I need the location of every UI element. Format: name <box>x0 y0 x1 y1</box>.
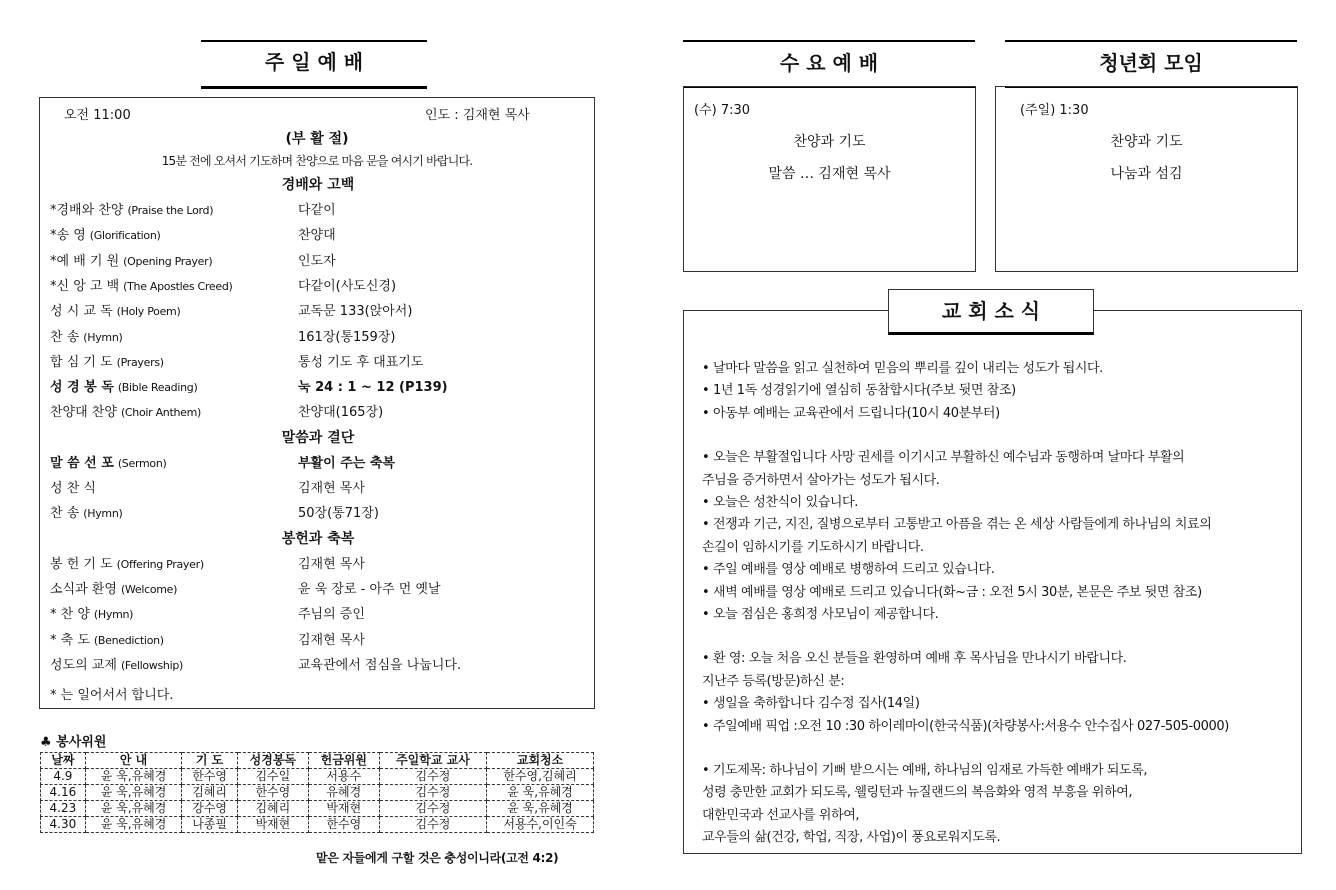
order-item-name: *경배와 찬양 <box>50 203 124 218</box>
order-item-value: 교독문 133(앉아서) <box>298 304 413 320</box>
news-item: 교우들의 삶(건강, 학업, 직장, 사업)이 풍요로워지도록. <box>702 830 1001 846</box>
order-item-value: 인도자 <box>298 253 336 269</box>
order-item-value: 50장(통71장) <box>298 506 379 522</box>
order-item-name: 말 씀 선 포 <box>50 455 114 471</box>
wednesday-title: 수 요 예 배 <box>683 40 975 88</box>
staff-cell: 4.23 <box>41 801 86 817</box>
order-item-value: 찬양대 <box>298 228 336 244</box>
order-item-value: 찬양대(165장) <box>298 405 384 421</box>
order-item-name: 성 시 교 독 <box>50 304 113 320</box>
order-item-value: 다같이 <box>298 203 336 218</box>
staff-cell: 김혜리 <box>237 801 308 817</box>
staff-cell: 나종필 <box>182 817 238 833</box>
staff-cell: 한수영 <box>237 785 308 801</box>
order-item-name: * 축 도 <box>50 632 90 648</box>
youth-time: (주일) 1:30 <box>1020 103 1089 118</box>
order-item-english: (Hymn) <box>83 330 123 344</box>
news-item: • 아동부 예배는 교육관에서 드립니다(10시 40분부터) <box>702 405 1000 421</box>
staff-header-cell: 주일학교 교사 <box>379 753 486 769</box>
order-item-name: 봉 헌 기 도 <box>50 556 113 572</box>
news-item: • 오늘은 부활절입니다 사망 권세를 이기시고 부활하신 예수님과 동행하며 날마다 부활의 <box>702 450 1185 466</box>
order-item-english: (Fellowship) <box>120 658 183 672</box>
staff-header-cell: 날짜 <box>41 753 86 769</box>
staff-table <box>40 752 594 833</box>
section-heading: 말씀과 결단 <box>281 429 355 446</box>
staff-cell: 4.16 <box>41 785 86 801</box>
order-item-english: (Welcome) <box>120 582 178 596</box>
service-leader: 인도 : 김재현 목사 <box>425 108 530 123</box>
staff-row <box>41 769 594 785</box>
staff-cell: 윤 욱,유혜경 <box>85 817 182 833</box>
staff-cell: 한수영 <box>182 769 238 785</box>
staff-header-cell: 헌금위원 <box>308 753 379 769</box>
staff-header-cell: 안 내 <box>85 753 182 769</box>
wednesday-line-2: 말씀 … 김재현 목사 <box>768 166 891 182</box>
order-item-value: 부활이 주는 축복 <box>298 455 395 471</box>
faithfulness-verse: 맡은 자들에게 구할 것은 충성이니라(고전 4:2) <box>316 851 559 865</box>
staff-cell: 서용수 <box>308 769 379 785</box>
order-item-value: 통성 기도 후 대표기도 <box>298 354 424 370</box>
news-item: • 기도제목: 하나님이 기뻐 받으시는 예배, 하나님의 임재로 가득한 예배가 되도록, <box>702 763 1148 778</box>
news-item: • 환 영: 오늘 처음 오신 분들을 환영하며 예배 후 목사님을 만나시기 바랍니다. <box>702 651 1127 667</box>
staff-cell: 김수일 <box>237 769 308 785</box>
order-item-name: 성도의 교제 <box>50 657 117 673</box>
service-time: 오전 11:00 <box>64 108 131 123</box>
news-item: • 오늘 점심은 홍희정 사모님이 제공합니다. <box>702 607 939 622</box>
staff-cell: 윤 욱,유혜경 <box>487 801 594 817</box>
order-item-name: 소식과 환영 <box>50 581 117 597</box>
staff-cell: 강수영 <box>182 801 238 817</box>
staff-cell: 4.30 <box>41 817 86 833</box>
section-heading: 경배와 고백 <box>281 177 355 193</box>
news-item: 성령 충만한 교회가 되도록, 웰링턴과 뉴질랜드의 복음화와 영적 부흥을 위하여, <box>702 785 1133 801</box>
staff-cell: 박재현 <box>308 801 379 817</box>
sunday-order-box <box>39 97 595 709</box>
order-item-name: *예 배 기 원 <box>50 253 120 269</box>
news-title: 교 회 소 식 <box>888 289 1094 335</box>
wednesday-time: (수) 7:30 <box>694 103 751 118</box>
order-item-value: 교육관에서 점심을 나눕니다. <box>298 657 462 673</box>
news-item: 지난주 등록(방문)하신 분: <box>702 673 845 689</box>
news-item: • 주일예배 픽업 :오전 10 :30 하이레마이(한국식품)(차량봉사:서용수 안수집사 027-505-0000) <box>702 718 1229 734</box>
order-item-name: 성 경 봉 독 <box>50 380 114 396</box>
news-item: 손길이 임하시기를 기도하시기 바랍니다. <box>702 539 924 555</box>
order-item-name: 찬 송 <box>50 506 80 522</box>
order-item-name: 찬 송 <box>50 329 80 345</box>
order-item-name: 찬양대 찬양 <box>50 405 117 421</box>
staff-row <box>41 801 594 817</box>
order-item-english: (Benediction) <box>93 633 164 647</box>
news-item: • 생일을 축하합니다 김수정 집사(14일) <box>702 696 920 712</box>
order-item-english: (Bible Reading) <box>117 381 198 395</box>
order-item-value: 김재현 목사 <box>298 481 365 496</box>
section-heading: 봉헌과 축복 <box>281 530 355 547</box>
staff-cell: 4.9 <box>41 769 86 785</box>
staff-cell: 윤 욱,유혜경 <box>85 785 182 801</box>
sunday-title: 주 일 예 배 <box>201 40 427 89</box>
order-item-value: 김재현 목사 <box>298 632 365 648</box>
staff-row <box>41 785 594 801</box>
staff-header-cell: 성경봉독 <box>237 753 308 769</box>
staff-cell: 김수정 <box>379 817 486 833</box>
staff-cell: 한수영,김혜리 <box>487 769 594 785</box>
staff-cell: 윤 욱,유혜경 <box>85 769 182 785</box>
news-item: • 주일 예배를 영상 예배로 병행하여 드리고 있습니다. <box>702 562 995 578</box>
order-item-english: (Praise the Lord) <box>127 204 214 217</box>
order-item-english: (Hymn) <box>93 608 134 622</box>
order-item-english: (Opening Prayer) <box>123 254 213 268</box>
staff-cell: 한수영 <box>308 817 379 833</box>
order-item-value: 김재현 목사 <box>298 556 365 572</box>
order-item-english: (Prayers) <box>116 355 164 369</box>
order-item-value: 윤 욱 장로 - 아주 먼 옛날 <box>298 581 441 597</box>
order-item-name: 성 찬 식 <box>50 481 96 496</box>
youth-line-2: 나눔과 섬김 <box>1110 166 1183 182</box>
order-item-value: 161장(통159장) <box>298 329 396 345</box>
order-item-value: 주님의 증인 <box>298 607 365 623</box>
staff-cell: 윤 욱,유혜경 <box>487 785 594 801</box>
staff-header-cell: 교회청소 <box>487 753 594 769</box>
staff-cell: 김혜리 <box>182 785 238 801</box>
news-item: • 새벽 예배를 영상 예배로 드리고 있습니다(화~금 : 오전 5시 30분, 본문은 주보 뒷면 참조) <box>702 584 1202 600</box>
order-item-english: (The Apostles Creed) <box>123 279 233 293</box>
staff-cell: 유혜경 <box>308 785 379 801</box>
order-item-value: 눅 24 : 1 ~ 12 (P139) <box>298 380 448 396</box>
news-item: • 날마다 말씀을 읽고 실천하여 믿음의 뿌리를 깊이 내리는 성도가 됩시다. <box>702 361 1103 376</box>
occasion: (부 활 절) <box>285 131 349 147</box>
wednesday-box <box>683 86 976 272</box>
news-item: • 1년 1독 성경읽기에 열심히 동참합시다(주보 뒷면 참조) <box>702 383 1016 399</box>
order-item-english: (Glorification) <box>89 229 161 243</box>
news-item: 대한민국과 선교사를 위하여, <box>702 807 860 823</box>
youth-box <box>995 86 1298 272</box>
staff-cell: 김수정 <box>379 769 486 785</box>
staff-row <box>41 817 594 833</box>
order-item-name: *신 앙 고 백 <box>50 278 120 294</box>
staff-header-cell: 기 도 <box>182 753 238 769</box>
order-item-english: (Hymn) <box>83 507 123 521</box>
staff-cell: 서용수,이인숙 <box>487 817 594 833</box>
youth-title: 청년회 모임 <box>1005 40 1297 88</box>
youth-line-1: 찬양과 기도 <box>1110 134 1183 150</box>
news-item: • 오늘은 성찬식이 있습니다. <box>702 495 858 510</box>
order-of-service <box>40 174 596 694</box>
order-item-name: *송 영 <box>50 228 86 244</box>
staff-cell: 박재현 <box>237 817 308 833</box>
staff-title: ♣ 봉사위원 <box>40 735 107 750</box>
staff-cell: 윤 욱,유혜경 <box>85 801 182 817</box>
news-item: 주님을 증거하면서 살아가는 성도가 됩시다. <box>702 472 940 488</box>
staff-cell: 김수정 <box>379 785 486 801</box>
order-item-english: (Choir Anthem) <box>120 406 202 420</box>
arrival-notice: 15분 전에 오셔서 기도하며 찬양으로 마음 문을 여시기 바랍니다. <box>161 154 473 168</box>
news-list <box>684 357 1303 847</box>
order-item-english: (Sermon) <box>117 456 167 470</box>
order-item-name: * 찬 양 <box>50 607 90 623</box>
standing-footnote: * 는 일어서서 합니다. <box>50 688 174 703</box>
news-box <box>683 310 1302 854</box>
order-item-name: 합 심 기 도 <box>50 354 113 370</box>
order-item-english: (Offering Prayer) <box>116 557 204 571</box>
staff-cell: 김수정 <box>379 801 486 817</box>
wednesday-line-1: 찬양과 기도 <box>793 134 866 150</box>
order-item-value: 다같이(사도신경) <box>298 278 397 294</box>
order-item-english: (Holy Poem) <box>116 305 181 319</box>
news-item: • 전쟁과 기근, 지진, 질병으로부터 고통받고 아픔을 겪는 온 세상 사람들에게 하나님의 치료의 <box>702 517 1212 533</box>
